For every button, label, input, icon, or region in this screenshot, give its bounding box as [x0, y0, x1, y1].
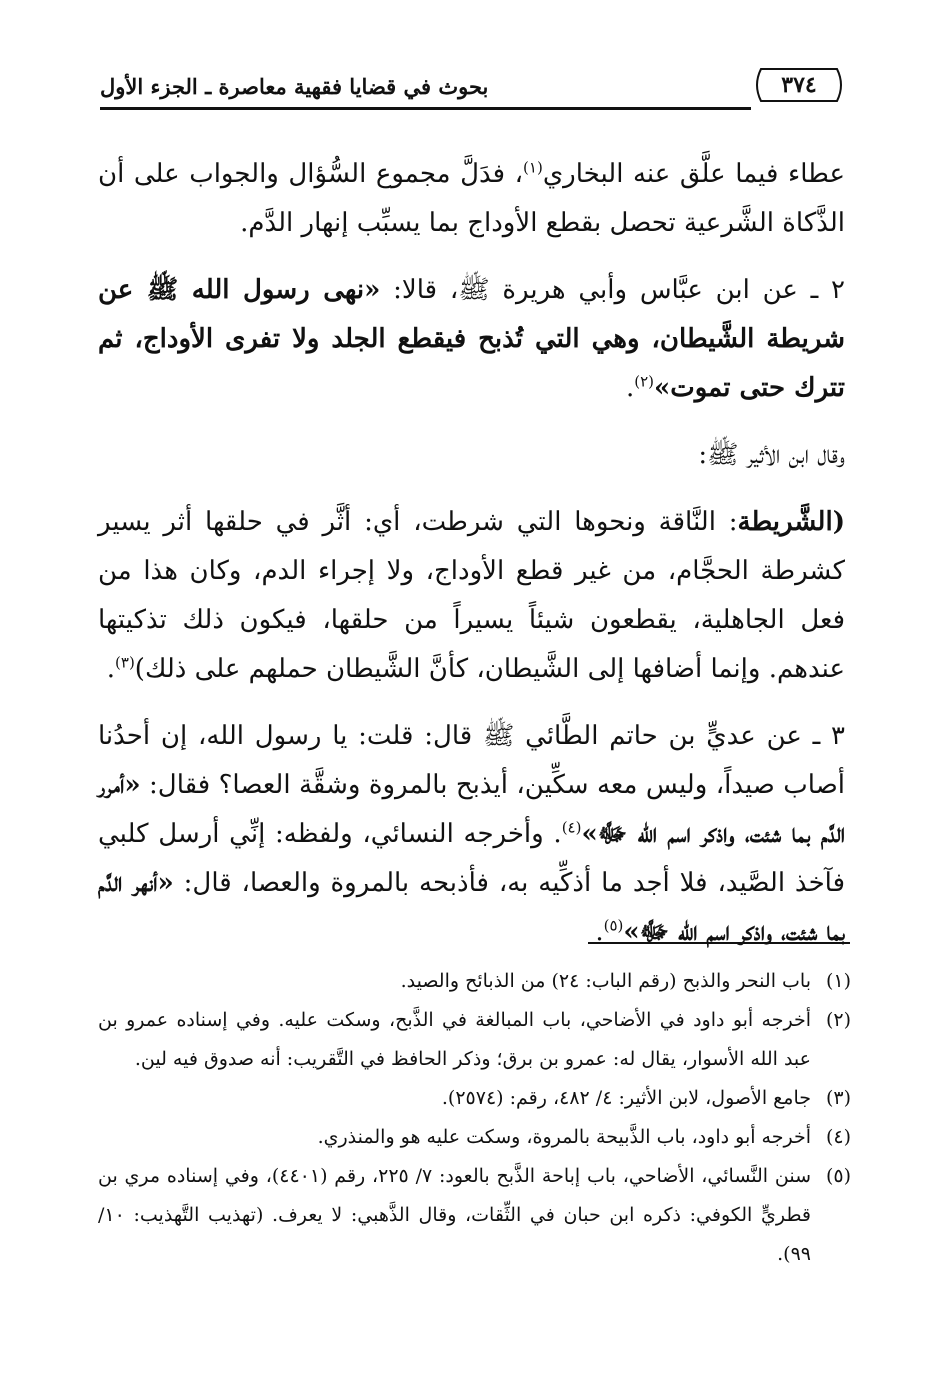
text-run: : النَّاقة ونحوها التي شرطت، أي: أثَّر في حلقها أثر يسير كشرطة الحجَّام، من غير قطع الأوداج، ولا إجراء الدم، وكان هذا من فعل الجاهلية، يقطعون شيئاً يسيراً من حلقها، فيكون ذلك تذكيتها عندهم. وإنما أضافها إلى الشَّيطان، كأنَّ الشَّيطان حملهم على ذلك) — [98, 507, 845, 684]
footnote-5 — [98, 1157, 851, 1274]
footnote-1 — [98, 962, 851, 1001]
defined-term: (الشَّريطة — [737, 507, 846, 537]
hadith-quote: «أنهر الدَّم بما شئت، واذكر اسم الله ﷻ» — [98, 868, 845, 947]
paragraph-1 — [98, 150, 845, 248]
paragraph-3 — [98, 431, 845, 480]
text-run: ٣ ـ عن عديٍّ بن حاتم الطَّائي ﷺ قال: قلت: يا رسول الله، إن أحدُنا أصاب صيداً، وليس معه سكِّين، أيذبح بالمروة وشقَّة العصا؟ فقال: — [98, 721, 845, 800]
footnote-ref-1: (١) — [523, 158, 543, 177]
footnote-text: جامع الأصول، لابن الأثير: ٤/ ٤٨٢، رقم: (٢٥٧٤). — [441, 1087, 811, 1109]
text-run: . وأخرجه النسائي، ولفظه: إنِّي أرسل كلبي فآخذ الصَّيد، فلا أجد ما أذكِّيه به، فأذبحه بالمروة والعصا، قال: — [98, 819, 845, 898]
text-run: وقال ابن الأثير ﷺ: — [698, 440, 845, 470]
footnote-2 — [98, 1001, 851, 1079]
hadith-quote: «نهى رسول الله ﷺ عن شريطة الشَّيطان، وهي التي تُذبح فيقطع الجلد ولا تفرى الأوداج، ثم تترك حتى تموت» — [98, 275, 845, 403]
hadith-quote: «أمرر الدَّم بما شئت، واذكر اسم الله ﷻ» — [98, 770, 845, 849]
footnote-ref-3: (٣) — [115, 653, 135, 672]
footnote-ref-5: (٥) — [603, 916, 624, 935]
footnote-ref-4: (٤) — [561, 818, 582, 837]
footnote-3 — [98, 1079, 851, 1118]
footnote-ref-2: (٢) — [634, 372, 655, 391]
footnote-4 — [98, 1118, 851, 1157]
running-title: بحوث في قضايا فقهية معاصرة ـ الجزء الأول — [100, 74, 489, 99]
footnote-text: أخرجه أبو داود، باب الذَّبيحة بالمروة، وسكت عليه هو والمنذري. — [317, 1126, 811, 1148]
footnote-text: سنن النَّسائي، الأضاحي، باب إباحة الذَّبح بالعود: ٧/ ٢٢٥، رقم (٤٤٠١)، وفي إسناده مري بن قطريٍّ الكوفي: ذكره ابن حبان في الثِّقات، وقال الذَّهبي: لا يعرف. (تهذيب التَّهذيب: ١٠/ ٩٩). — [98, 1165, 811, 1265]
paragraph-2 — [98, 266, 845, 413]
footnote-separator — [588, 942, 850, 944]
footnotes — [98, 962, 851, 1274]
footnote-text: أخرجه أبو داود في الأضاحي، باب المبالغة في الذَّبح، وسكت عليه. وفي إسناده عمرو بن عبد الله الأسوار، يقال له: عمرو بن برق؛ وذكر الحافظ في التَّقريب: أنه صدوق فيه لين. — [98, 1009, 811, 1070]
text-run: ، فدَلَّ مجموع السُّؤال والجواب على أن الذَّكاة الشَّرعية تحصل بقطع الأوداج بما يسبِّب إنهار الدَّم. — [98, 159, 845, 238]
text-run: ٢ ـ عن ابن عبَّاس وأبي هريرة ﷺ، قالا: — [380, 275, 845, 305]
text-run: . — [106, 654, 116, 684]
footnote-number: (٤) — [825, 1126, 851, 1148]
text-run: عطاء فيما علَّق عنه البخاري — [542, 159, 846, 189]
footnote-number: (١) — [825, 970, 851, 992]
paragraph-5 — [98, 712, 845, 957]
footnote-number: (٢) — [825, 1009, 851, 1031]
footnote-number: (٣) — [825, 1087, 851, 1109]
text-run: . — [625, 373, 635, 403]
header-rule — [100, 107, 751, 110]
footnote-number: (٥) — [825, 1165, 851, 1187]
page-header — [100, 62, 847, 112]
footnote-text: باب النحر والذبح (رقم الباب: ٢٤) من الذبائح والصيد. — [400, 970, 811, 992]
paragraph-4 — [98, 498, 845, 694]
page-number-frame — [751, 66, 847, 104]
main-text — [98, 150, 845, 975]
text-run: . — [595, 917, 604, 947]
page-number: ٣٧٤ — [781, 72, 817, 98]
